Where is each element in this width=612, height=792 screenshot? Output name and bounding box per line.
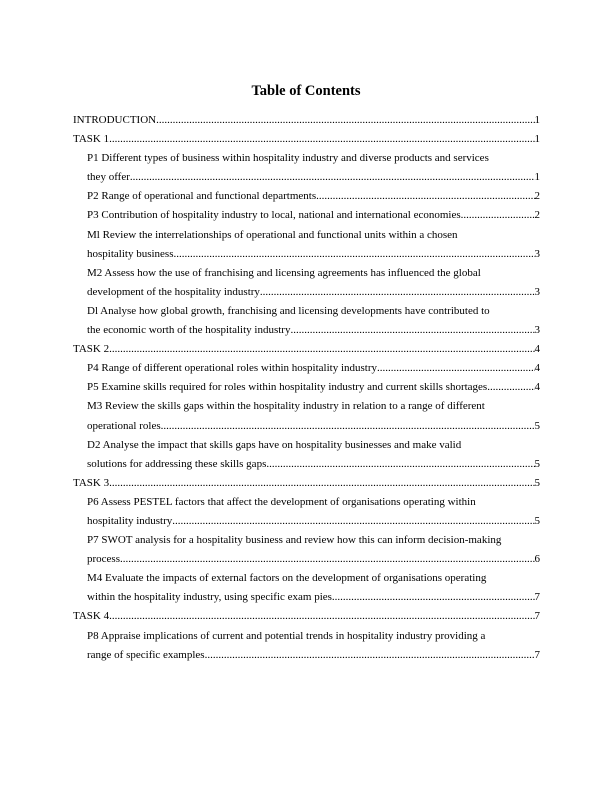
toc-entry-text-line: M2 Assess how the use of franchising and licensing agreements has influenced the global xyxy=(87,266,481,279)
dot-leader xyxy=(172,512,534,531)
toc-entry-text-line: Ml Review the interrelationships of operational and functional units within a chosen xyxy=(87,228,458,241)
toc-entry-text-line: P1 Different types of business within hospitality industry and diverse products and services xyxy=(87,152,489,165)
toc-entry-text-line: P6 Assess PESTEL factors that affect the development of organisations operating within xyxy=(87,495,476,508)
toc-entry[interactable] xyxy=(73,111,540,130)
toc-entry-title: P2 Range of operational and functional departments xyxy=(87,190,317,203)
toc-page-number: 1 xyxy=(534,114,540,126)
toc-entry-leader-line xyxy=(87,187,540,206)
dot-leader xyxy=(109,474,534,493)
toc-page-number: 2 xyxy=(534,209,540,222)
toc-entry-title: solutions for addressing these skills gaps xyxy=(87,457,267,470)
dot-leader xyxy=(260,283,535,302)
toc-entry-title: they offer xyxy=(87,171,130,184)
toc-entry[interactable] xyxy=(73,607,540,626)
toc-entry[interactable] xyxy=(73,359,540,378)
toc-page-number: 1 xyxy=(534,133,540,146)
toc-entry-leader-line xyxy=(87,359,540,378)
dot-leader xyxy=(266,455,534,474)
toc-entry[interactable] xyxy=(73,264,540,302)
toc-entry[interactable] xyxy=(73,187,540,206)
toc-entry-leader-line xyxy=(87,646,540,665)
toc-entry-leader-line xyxy=(73,607,540,626)
toc-entry-leader-line xyxy=(73,130,540,149)
toc-page-number: 3 xyxy=(534,324,540,337)
toc-entry[interactable] xyxy=(73,149,540,187)
toc-entry-text-line: D2 Analyse the impact that skills gaps have on hospitality businesses and make valid xyxy=(87,438,462,451)
toc-entry-title: within the hospitality industry, using specific exam pies xyxy=(87,591,332,604)
toc-page-number: 4 xyxy=(534,343,540,356)
toc-entry-text-line: M3 Review the skills gaps within the hospitality industry in relation to a range of different xyxy=(87,400,485,413)
dot-leader xyxy=(156,111,534,130)
toc-entry-leader-line xyxy=(87,245,540,264)
toc-entry[interactable] xyxy=(73,493,540,531)
toc-page-number: 4 xyxy=(534,362,540,375)
page-title: Table of Contents xyxy=(251,83,361,99)
toc-entry[interactable] xyxy=(73,531,540,569)
toc-entry-leader-line xyxy=(73,111,540,130)
dot-leader xyxy=(377,359,534,378)
toc-entry-title: TASK 1 xyxy=(73,133,110,146)
toc-entry-leader-line xyxy=(87,588,540,607)
toc-entry-title: TASK 3 xyxy=(73,476,110,489)
dot-leader xyxy=(487,378,534,397)
toc-entry[interactable] xyxy=(73,378,540,397)
toc-entry-title: TASK 4 xyxy=(73,610,110,623)
toc-entry[interactable] xyxy=(73,627,540,665)
dot-leader xyxy=(316,187,534,206)
toc-page-number: 5 xyxy=(534,457,540,470)
toc-page-number: 3 xyxy=(534,247,540,260)
toc-entry-leader-line xyxy=(87,321,540,340)
dot-leader xyxy=(332,588,535,607)
dot-leader xyxy=(109,607,534,626)
dot-leader xyxy=(109,130,534,149)
toc-entry[interactable] xyxy=(73,474,540,493)
toc-page-number: 7 xyxy=(534,591,540,604)
toc-entry-title: INTRODUCTION xyxy=(73,114,157,126)
table-of-contents xyxy=(73,111,540,665)
dot-leader xyxy=(173,245,534,264)
toc-entry-leader-line xyxy=(87,550,540,569)
toc-entry-title: P3 Contribution of hospitality industry to local, national and international economies xyxy=(87,209,461,222)
toc-entry[interactable] xyxy=(73,206,540,225)
toc-entry-title: development of the hospitality industry xyxy=(87,285,260,298)
toc-entry-title: the economic worth of the hospitality industry xyxy=(87,324,291,337)
toc-page-number: 1 xyxy=(534,171,540,184)
toc-page-number: 3 xyxy=(534,285,540,298)
toc-entry-leader-line xyxy=(73,340,540,359)
toc-entry-title: range of specific examples xyxy=(87,648,205,661)
toc-entry-title: operational roles xyxy=(87,419,161,432)
toc-page-number: 5 xyxy=(534,419,540,432)
toc-entry-leader-line xyxy=(73,474,540,493)
toc-entry-leader-line xyxy=(87,378,540,397)
toc-entry-text-line: M4 Evaluate the impacts of external factors on the development of organisations operating xyxy=(87,572,487,585)
toc-page-number: 7 xyxy=(534,610,540,623)
dot-leader xyxy=(120,550,535,569)
toc-entry-text-line: P7 SWOT analysis for a hospitality business and review how this can inform decision-making xyxy=(87,534,502,547)
toc-entry-leader-line xyxy=(87,512,540,531)
toc-entry-text-line: Dl Analyse how global growth, franchising and licensing developments have contributed to xyxy=(87,304,490,317)
dot-leader xyxy=(205,646,535,665)
toc-entry-title: P4 Range of different operational roles within hospitality industry xyxy=(87,362,378,375)
dot-leader xyxy=(290,321,534,340)
toc-entry[interactable] xyxy=(73,226,540,264)
toc-page-number: 2 xyxy=(534,190,540,203)
toc-entry-title: P5 Examine skills required for roles within hospitality industry and current skills shortages xyxy=(87,381,488,394)
toc-entry-leader-line xyxy=(87,283,540,302)
toc-entry-title: TASK 2 xyxy=(73,343,110,356)
toc-page-number: 7 xyxy=(534,648,540,661)
dot-leader xyxy=(109,340,534,359)
toc-page-number: 5 xyxy=(534,476,540,489)
toc-entry-title: hospitality business xyxy=(87,247,174,260)
toc-page-number: 5 xyxy=(534,514,540,527)
toc-entry[interactable] xyxy=(73,397,540,435)
toc-entry[interactable] xyxy=(73,340,540,359)
toc-entry-leader-line xyxy=(87,455,540,474)
toc-entry[interactable] xyxy=(73,302,540,340)
toc-entry[interactable] xyxy=(73,436,540,474)
toc-entry-title: process xyxy=(87,553,120,566)
dot-leader xyxy=(161,417,535,436)
toc-entry[interactable] xyxy=(73,130,540,149)
toc-page-number: 6 xyxy=(534,553,540,566)
toc-entry[interactable] xyxy=(73,569,540,607)
dot-leader xyxy=(130,168,535,187)
toc-entry-leader-line xyxy=(87,417,540,436)
dot-leader xyxy=(461,206,535,225)
toc-entry-leader-line xyxy=(87,206,540,225)
toc-entry-text-line: P8 Appraise implications of current and potential trends in hospitality industry providing a xyxy=(87,629,486,642)
toc-entry-leader-line xyxy=(87,168,540,187)
toc-entry-title: hospitality industry xyxy=(87,514,173,527)
toc-page-number: 4 xyxy=(534,381,540,394)
